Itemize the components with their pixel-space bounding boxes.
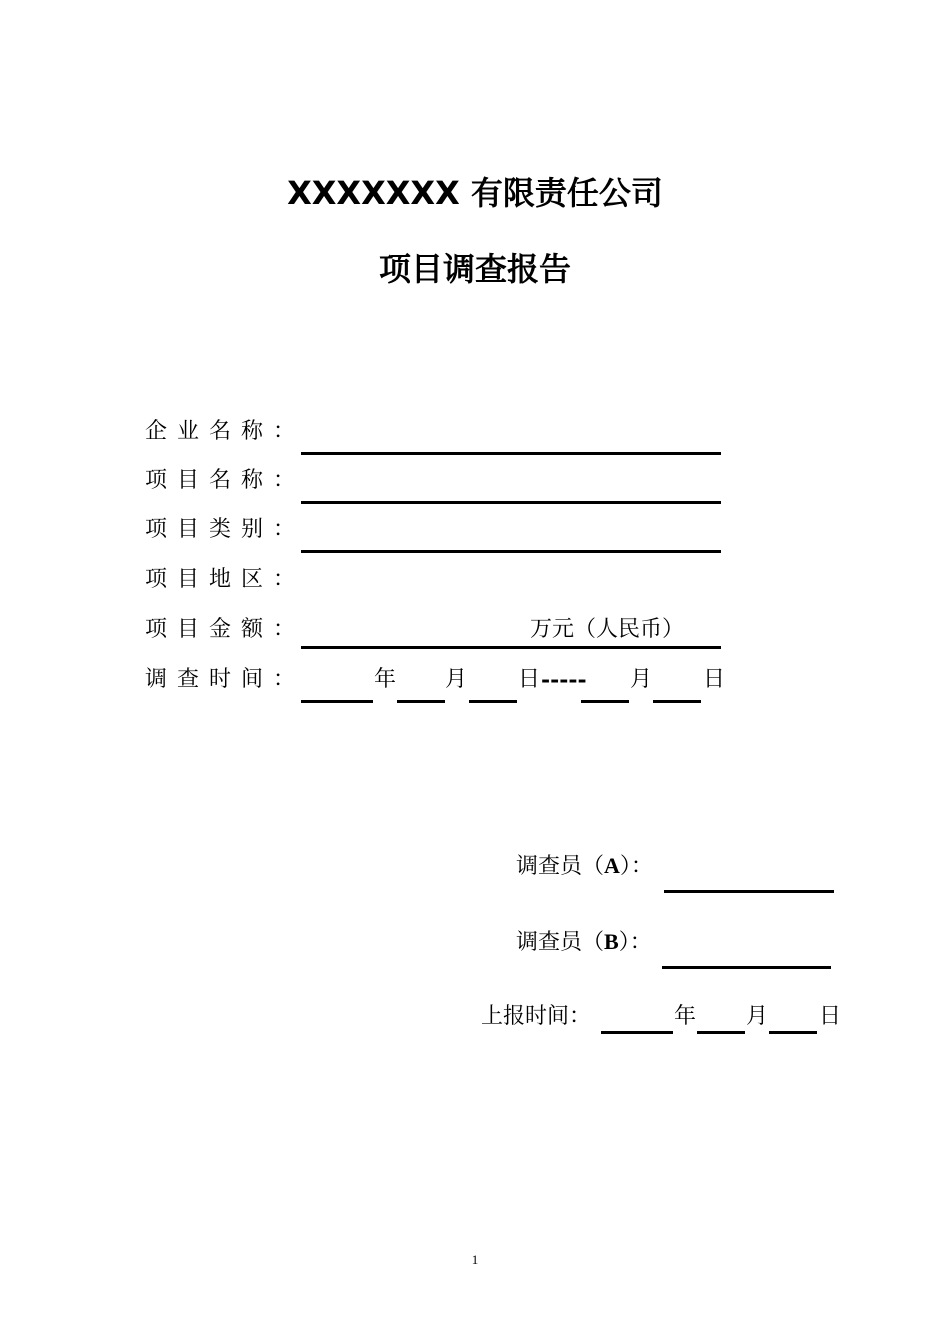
surveyor-a-field[interactable] (664, 890, 834, 893)
surveyor-b-field[interactable] (662, 966, 831, 969)
project-name-label: 项目名称： (145, 468, 306, 493)
surveyor-a-prefix: 调查员（ (516, 854, 605, 879)
surveyor-a-row (516, 852, 846, 892)
company-title: XXXXXXX 有限责任公司 (287, 174, 663, 212)
survey-day-unit: 日 (518, 667, 541, 692)
survey-end-day-field[interactable] (653, 700, 701, 703)
project-category-label: 项目类别： (145, 517, 306, 542)
survey-month-unit: 月 (445, 667, 468, 692)
report-year-unit: 年 (674, 1004, 697, 1029)
report-time-row (481, 1003, 861, 1043)
report-month-unit: 月 (746, 1004, 769, 1029)
survey-end-month-field[interactable] (581, 700, 629, 703)
survey-year-field[interactable] (301, 700, 373, 703)
report-title: 项目调查报告 (378, 250, 571, 288)
surveyor-a-letter: A (604, 853, 620, 878)
surveyor-b-prefix: 调查员（ (516, 930, 605, 955)
survey-time-separator: ----- (541, 667, 587, 693)
survey-time-row (145, 666, 745, 706)
project-category-row (145, 516, 745, 556)
survey-end-day-unit: 日 (703, 667, 726, 692)
project-amount-unit: 万元（人民币） (530, 617, 685, 642)
surveyor-b-letter: B (604, 929, 619, 954)
report-time-label: 上报时间： (481, 1004, 592, 1029)
project-name-field[interactable] (301, 501, 721, 504)
enterprise-name-label: 企业名称： (145, 419, 306, 444)
survey-month-field[interactable] (397, 700, 445, 703)
survey-end-month-unit: 月 (630, 667, 653, 692)
surveyor-b-row (516, 928, 846, 968)
surveyor-a-suffix: ）： (619, 854, 653, 879)
survey-time-label: 调查时间： (145, 667, 306, 692)
surveyor-a-label (516, 852, 653, 881)
project-category-field[interactable] (301, 550, 721, 553)
enterprise-name-row (145, 418, 745, 458)
project-name-row (145, 467, 745, 507)
report-month-field[interactable] (697, 1031, 745, 1034)
report-day-unit: 日 (819, 1004, 842, 1029)
survey-day-field[interactable] (469, 700, 517, 703)
project-amount-field[interactable] (301, 646, 721, 649)
project-amount-row (145, 616, 745, 656)
report-day-field[interactable] (769, 1031, 817, 1034)
project-amount-label: 项目金额： (145, 617, 306, 642)
survey-year-unit: 年 (374, 667, 397, 692)
project-region-row (145, 566, 745, 606)
surveyor-b-label (516, 928, 652, 957)
enterprise-name-field[interactable] (301, 452, 721, 455)
project-region-label: 项目地区： (145, 567, 306, 592)
surveyor-b-suffix: ）： (618, 930, 652, 955)
report-year-field[interactable] (601, 1031, 673, 1034)
page-number: 1 (471, 1252, 479, 1267)
